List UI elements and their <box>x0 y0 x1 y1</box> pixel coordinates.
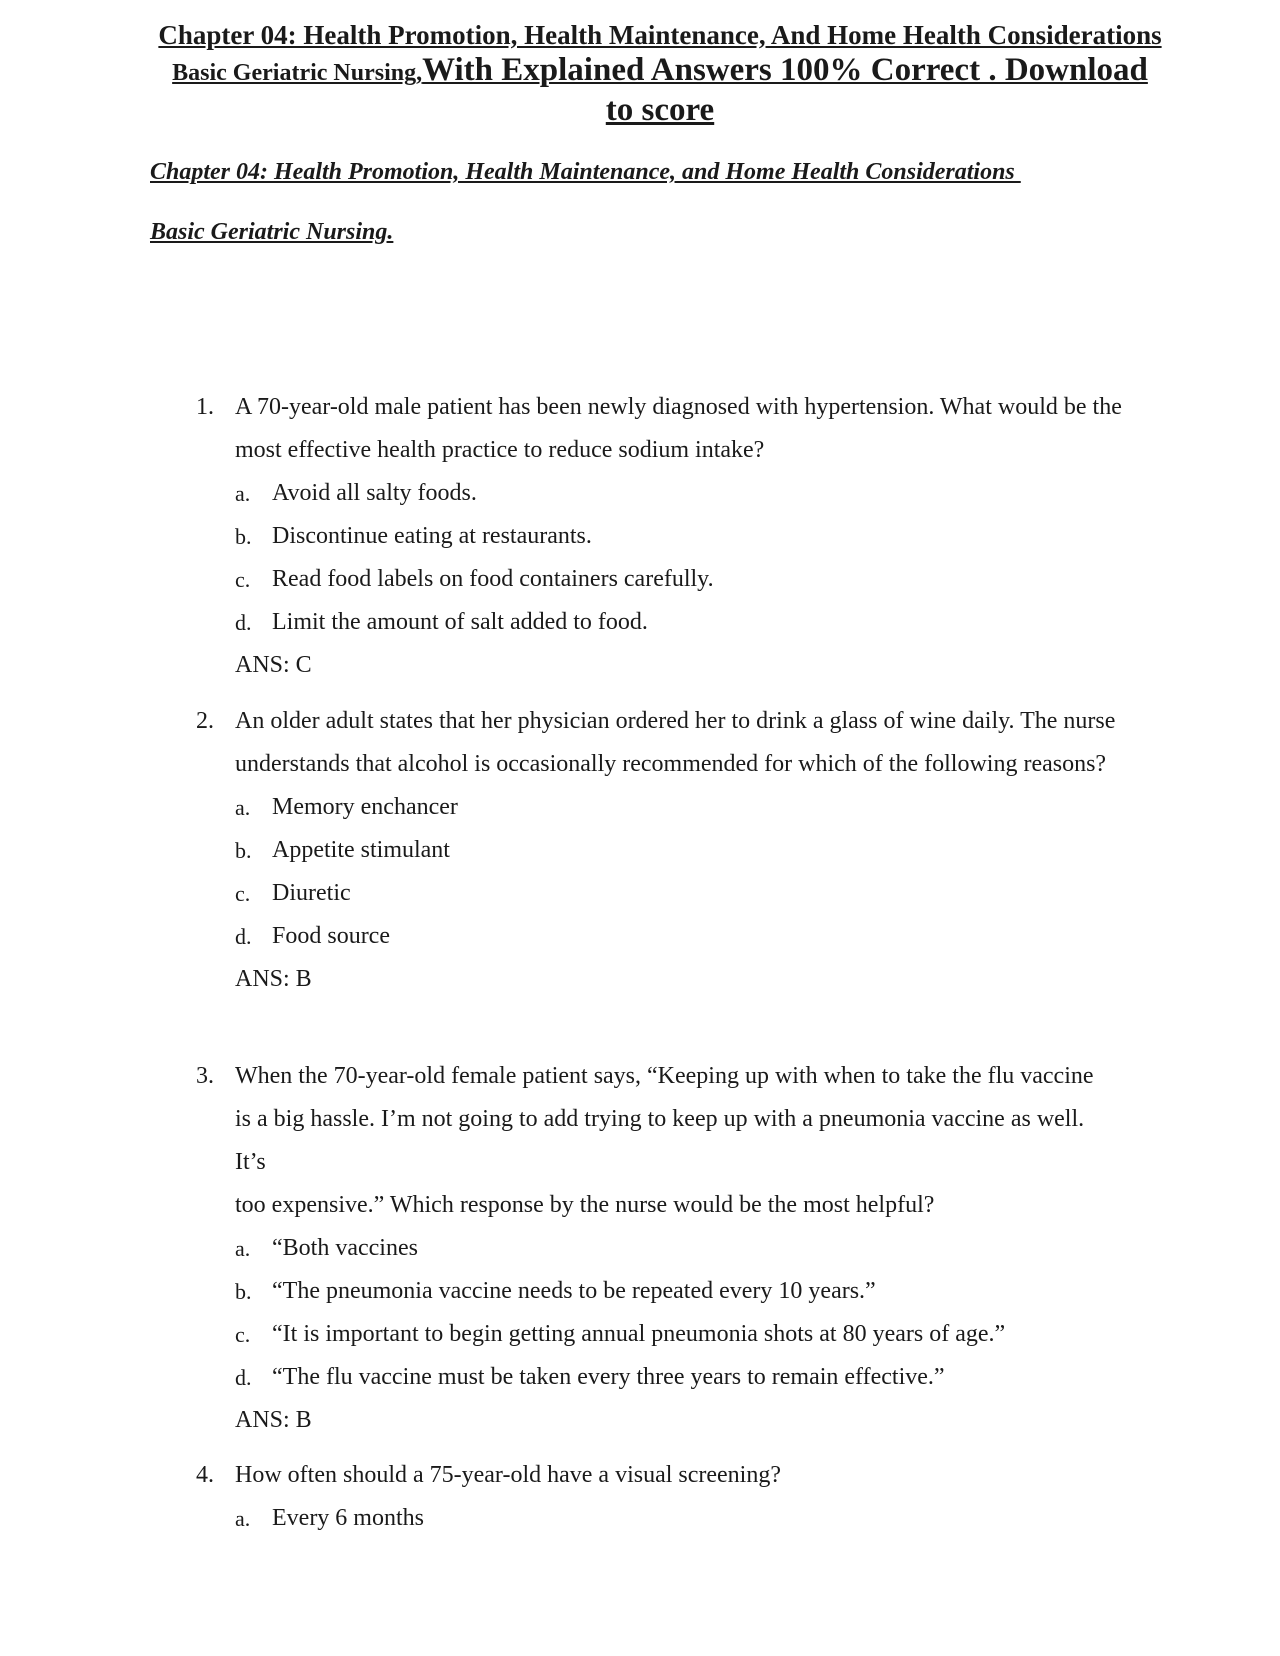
option-text: Limit the amount of salt added to food. <box>272 609 648 635</box>
answer-option-c <box>196 1313 1156 1356</box>
option-letter: a. <box>235 481 251 506</box>
option-letter: d. <box>235 610 252 635</box>
question-text-line: When the 70-year-old female patient says, “Keeping up with when to take the flu vaccine <box>235 1063 1094 1089</box>
answer-key: ANS: C <box>235 652 312 678</box>
option-letter: b. <box>235 524 252 549</box>
answer-option-c <box>196 558 1156 601</box>
answer-option-d <box>196 915 1156 958</box>
answer-option-c <box>196 872 1156 915</box>
document-title <box>130 18 1190 129</box>
option-letter: d. <box>235 1365 252 1390</box>
answer-key: ANS: B <box>235 1407 312 1433</box>
option-letter: c. <box>235 881 251 906</box>
option-text: “It is important to begin getting annual pneumonia shots at 80 years of age.” <box>272 1321 1006 1347</box>
question-stem <box>196 1454 1156 1497</box>
answer-key: ANS: B <box>235 966 312 992</box>
option-text: Memory enchancer <box>272 794 458 820</box>
answer-option-b <box>196 515 1156 558</box>
answer-option-b <box>196 1270 1156 1313</box>
title-line-3: to score <box>605 92 715 128</box>
option-letter: d. <box>235 924 252 949</box>
question-stem <box>196 386 1156 472</box>
option-text: “The pneumonia vaccine needs to be repeated every 10 years.” <box>272 1278 876 1304</box>
title-line-1: Chapter 04: Health Promotion, Health Maintenance, And Home Health Considerations <box>158 20 1162 50</box>
question-stem <box>196 1055 1156 1227</box>
question-text: A 70-year-old male patient has been newly diagnosed with hypertension. What would be the most effective health practice to reduce sodium intake? <box>235 394 1122 463</box>
option-letter: a. <box>235 1506 251 1531</box>
question-2 <box>196 700 1156 1001</box>
answer-option-a <box>196 1497 1156 1540</box>
question-text: An older adult states that her physician ordered her to drink a glass of wine daily. The nurse understands that alcohol is occasionally recommended for which of the following reasons? <box>235 708 1116 777</box>
question-1 <box>196 386 1156 687</box>
option-letter: c. <box>235 1322 251 1347</box>
option-text: “The flu vaccine must be taken every three years to remain effective.” <box>272 1364 945 1390</box>
question-number: 2. <box>196 708 214 734</box>
option-text: Every 6 months <box>272 1505 424 1531</box>
book-subheading: Basic Geriatric Nursing. <box>150 219 394 245</box>
question-3 <box>196 1055 1156 1442</box>
option-text: Discontinue eating at restaurants. <box>272 523 592 549</box>
question-number: 1. <box>196 394 214 420</box>
title-line-2 <box>130 52 1190 91</box>
answer-option-d <box>196 1356 1156 1399</box>
question-text-line: It’s <box>235 1149 266 1175</box>
option-letter: b. <box>235 1279 252 1304</box>
question-4 <box>196 1454 1156 1540</box>
question-text: How often should a 75-year-old have a visual screening? <box>235 1462 781 1488</box>
option-letter: b. <box>235 838 252 863</box>
question-number: 3. <box>196 1063 214 1089</box>
title-line-2-book: Basic Geriatric Nursing, <box>172 60 423 86</box>
question-stem <box>196 700 1156 786</box>
option-text: Appetite stimulant <box>272 837 450 863</box>
question-text-line: is a big hassle. I’m not going to add trying to keep up with a pneumonia vaccine as well. <box>235 1106 1085 1132</box>
answer-option-a <box>196 786 1156 829</box>
option-letter: a. <box>235 1236 251 1261</box>
option-text: Avoid all salty foods. <box>272 480 477 506</box>
answer-option-a <box>196 472 1156 515</box>
title-line-2-tagline: With Explained Answers 100% Correct . Download <box>422 52 1148 88</box>
option-text: Diuretic <box>272 880 351 906</box>
answer-option-a <box>196 1227 1156 1270</box>
option-text: “Both vaccines <box>272 1235 418 1261</box>
answer-option-d <box>196 601 1156 644</box>
question-number: 4. <box>196 1462 214 1488</box>
option-letter: a. <box>235 795 251 820</box>
option-text: Food source <box>272 923 390 949</box>
option-text: Read food labels on food containers carefully. <box>272 566 714 592</box>
question-text-line: too expensive.” Which response by the nurse would be the most helpful? <box>235 1192 935 1218</box>
option-letter: c. <box>235 567 251 592</box>
answer-option-b <box>196 829 1156 872</box>
chapter-subheading: Chapter 04: Health Promotion, Health Maintenance, and Home Health Considerations <box>150 159 1021 185</box>
